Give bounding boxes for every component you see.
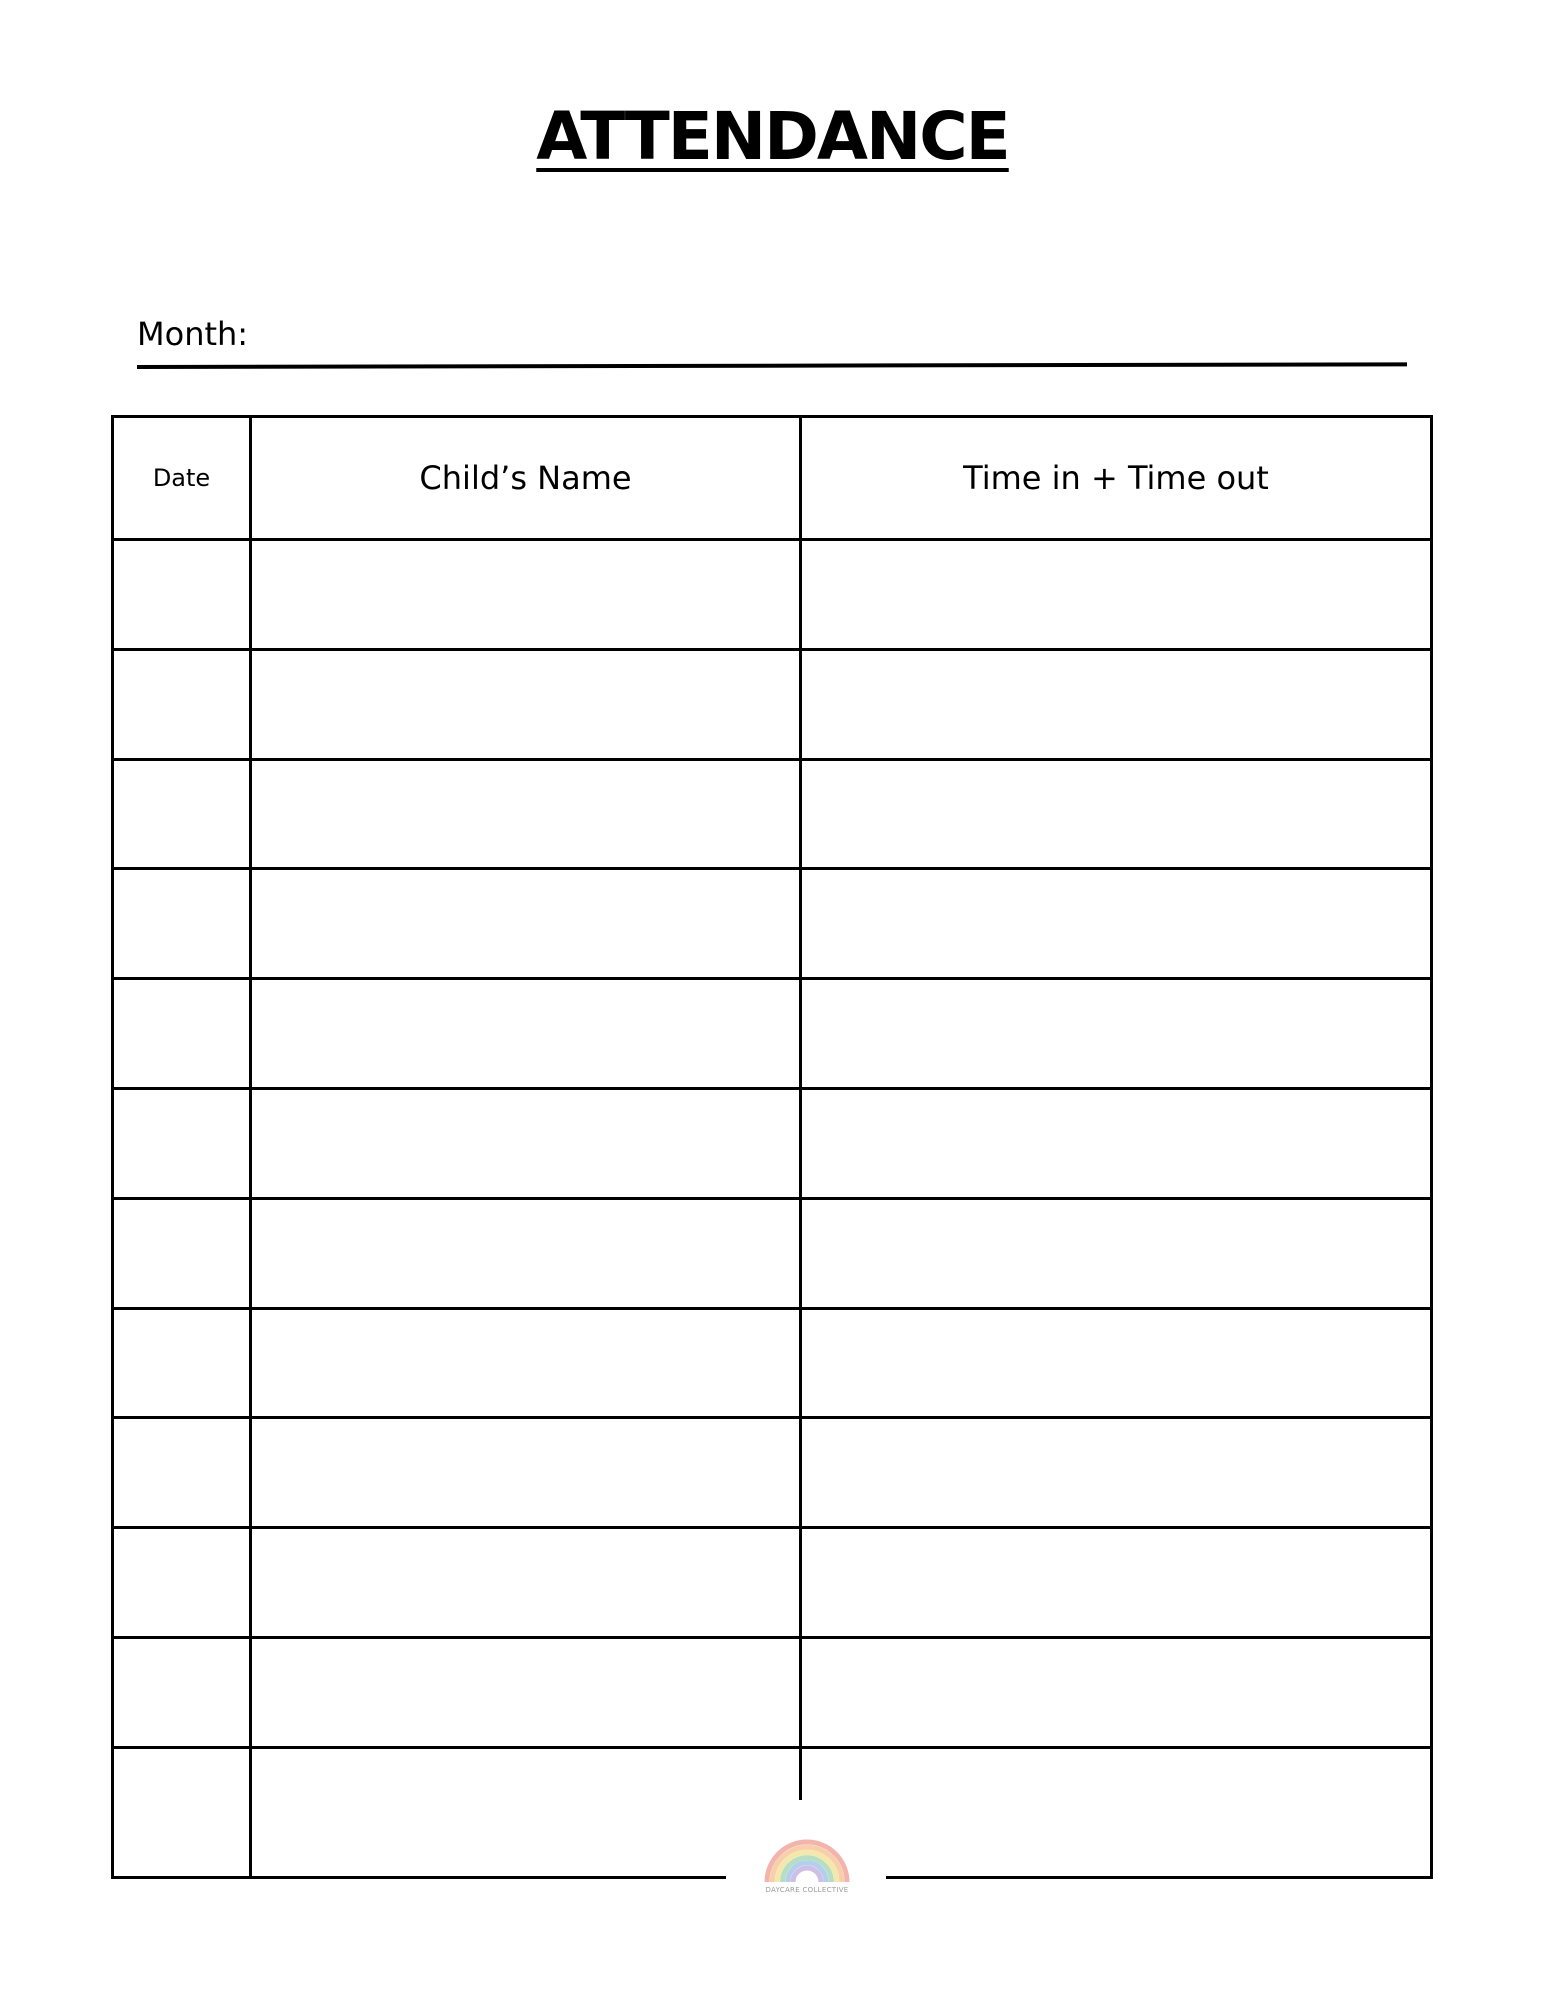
page-title-text: ATTENDANCE (536, 98, 1009, 175)
table-cell-name[interactable] (252, 1639, 799, 1746)
page-title (0, 98, 1545, 175)
rainbow-arc (793, 1868, 821, 1882)
table-cell-date[interactable] (114, 1639, 249, 1746)
table-cell-name[interactable] (252, 1090, 799, 1197)
table-cell-date[interactable] (114, 1090, 249, 1197)
table-cell-time[interactable] (802, 1639, 1430, 1746)
table-cell-time[interactable] (802, 1419, 1430, 1526)
table-cell-date[interactable] (114, 1419, 249, 1526)
table-cell-date[interactable] (114, 870, 249, 977)
table-cell-time[interactable] (802, 541, 1430, 648)
table-cell-name[interactable] (252, 651, 799, 758)
table-cell-time[interactable] (802, 980, 1430, 1087)
header-time-in-out: Time in + Time out (963, 459, 1269, 497)
header-childs-name: Child’s Name (419, 459, 632, 497)
table-cell-time[interactable] (802, 1529, 1430, 1636)
table-cell-name[interactable] (252, 761, 799, 868)
table-cell-date[interactable] (114, 651, 249, 758)
table-cell-name[interactable] (252, 1749, 799, 1856)
header-date: Date (152, 464, 211, 492)
attendance-table (111, 415, 1433, 1879)
month-field-line[interactable] (137, 362, 1407, 369)
table-cell-time[interactable] (802, 1749, 1430, 1856)
table-cell-name[interactable] (252, 980, 799, 1087)
table-cell-date[interactable] (114, 541, 249, 648)
table-cell-name[interactable] (252, 1529, 799, 1636)
rainbow-icon (764, 1828, 850, 1884)
table-cell-date[interactable] (114, 980, 249, 1087)
table-cell-name[interactable] (252, 1310, 799, 1417)
table-cell-time[interactable] (802, 1090, 1430, 1197)
table-cell-time[interactable] (802, 1310, 1430, 1417)
month-label: Month: (137, 315, 249, 353)
table-cell-name[interactable] (252, 541, 799, 648)
table-cell-date[interactable] (114, 761, 249, 868)
table-cell-name[interactable] (252, 870, 799, 977)
table-cell-date[interactable] (114, 1749, 249, 1856)
table-cell-name[interactable] (252, 1419, 799, 1526)
table-cell-time[interactable] (802, 651, 1430, 758)
table-cell-time[interactable] (802, 1200, 1430, 1307)
table-cell-time[interactable] (802, 870, 1430, 977)
logo-text: DAYCARE COLLECTIVE (765, 1886, 849, 1894)
table-cell-date[interactable] (114, 1200, 249, 1307)
table-cell-name[interactable] (252, 1200, 799, 1307)
table-cell-date[interactable] (114, 1310, 249, 1417)
table-cell-date[interactable] (114, 1529, 249, 1636)
table-cell-time[interactable] (802, 761, 1430, 868)
